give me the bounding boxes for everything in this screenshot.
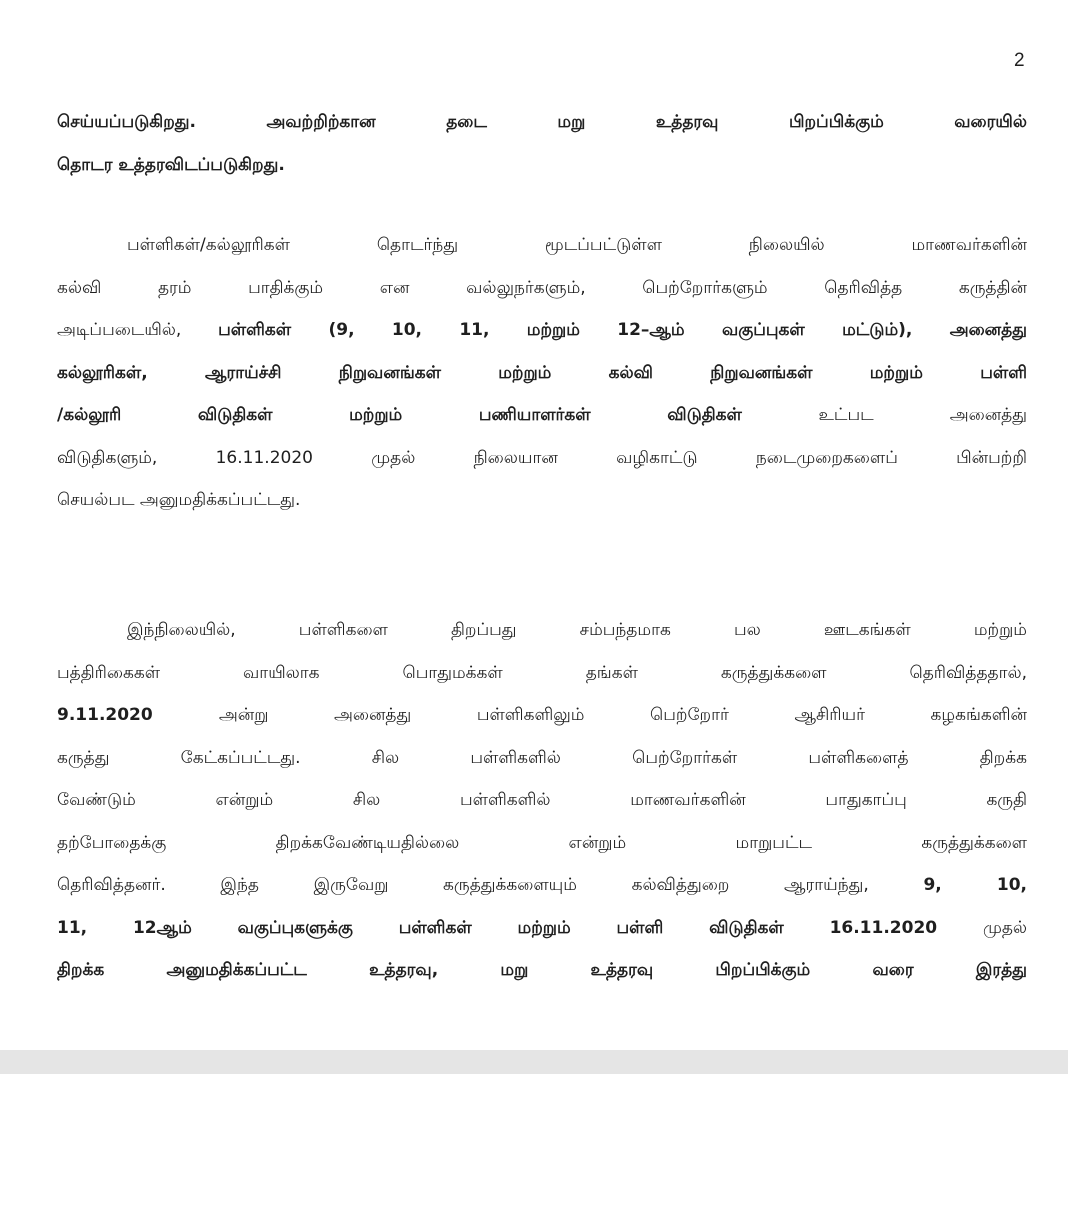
text-line <box>57 740 1027 776</box>
page-number: 2 <box>1014 50 1025 71</box>
text-run: விடுதிகளும், 16.11.2020 முதல் நிலையான வழிகாட்டு நடைமுறைகளைப் பின்பற்றி <box>57 447 1027 468</box>
bold-text-run: திறக்க அனுமதிக்கப்பட்ட உத்தரவு, மறு உத்தரவு பிறப்பிக்கும் வரை இரத்து <box>57 960 1027 980</box>
text-line <box>57 910 1027 946</box>
text-run: உட்பட அனைத்து <box>818 405 1027 425</box>
text-line <box>57 952 1027 988</box>
text-line <box>57 312 1027 348</box>
bold-text-run: 11, 12ஆம் வகுப்புகளுக்கு பள்ளிகள் மற்றும் பள்ளி விடுதிகள் 16.11.2020 <box>57 917 983 938</box>
text-run: கருத்து கேட்கப்பட்டது. சில பள்ளிகளில் பெற்றோர்கள் பள்ளிகளைத் திறக்க <box>57 747 1027 768</box>
text-run: பள்ளிகள்/கல்லூரிகள் தொடர்ந்து மூடப்பட்டுள்ள நிலையில் மாணவர்களின் <box>127 235 1027 255</box>
text-run: செயல்பட அனுமதிக்கப்பட்டது. <box>57 490 301 510</box>
text-line <box>57 397 1027 433</box>
bold-text-run: தொடர உத்தரவிடப்படுகிறது. <box>57 154 285 175</box>
text-run: தற்போதைக்கு திறக்கவேண்டியதில்லை என்றும் மாறுபட்ட கருத்துக்களை <box>57 832 1027 853</box>
text-line <box>57 270 1027 306</box>
text-line <box>57 825 1027 861</box>
text-line <box>57 867 1027 903</box>
text-run: வேண்டும் என்றும் சில பள்ளிகளில் மாணவர்களின் பாதுகாப்பு கருதி <box>57 790 1027 810</box>
text-run: பத்திரிகைகள் வாயிலாக பொதுமக்கள் தங்கள் கருத்துக்களை தெரிவித்ததால், <box>57 662 1027 683</box>
text-run: கல்வி தரம் பாதிக்கும் என வல்லுநர்களும், பெற்றோர்களும் தெரிவித்த கருத்தின் <box>57 277 1027 298</box>
text-line <box>57 355 1027 391</box>
text-line <box>57 655 1027 691</box>
text-line <box>57 782 1027 818</box>
text-line <box>57 697 1027 733</box>
bold-text-run: 9, 10, <box>923 875 1027 895</box>
text-line <box>57 440 1027 476</box>
bold-text-run: /கல்லூரி விடுதிகள் மற்றும் பணியாளர்கள் விடுதிகள் <box>57 405 819 425</box>
text-run: முதல் <box>982 917 1027 938</box>
text-line <box>127 612 1027 648</box>
bottom-scroll-bar <box>0 1050 1068 1074</box>
text-line <box>57 147 1027 183</box>
bold-text-run: கல்லூரிகள், ஆராய்ச்சி நிறுவனங்கள் மற்றும் கல்வி நிறுவனங்கள் மற்றும் பள்ளி <box>57 362 1027 383</box>
text-run: இந்நிலையில், பள்ளிகளை திறப்பது சம்பந்தமாக பல ஊடகங்கள் மற்றும் <box>127 620 1027 640</box>
bold-text-run: 9.11.2020 <box>57 705 219 725</box>
text-run: அடிப்படையில், <box>57 320 219 340</box>
text-line <box>57 482 1027 518</box>
text-line <box>57 104 1027 140</box>
text-run: தெரிவித்தனர். இந்த இருவேறு கருத்துக்களையும் கல்வித்துறை ஆராய்ந்து, <box>57 875 924 895</box>
text-run: அன்று அனைத்து பள்ளிகளிலும் பெற்றோர் ஆசிரியர் கழகங்களின் <box>218 705 1027 725</box>
bold-text-run: பள்ளிகள் (9, 10, 11, மற்றும் 12–ஆம் வகுப்புகள் மட்டும்), அனைத்து <box>218 320 1027 340</box>
text-line <box>127 227 1027 263</box>
bold-text-run: செய்யப்படுகிறது. அவற்றிற்கான தடை மறு உத்தரவு பிறப்பிக்கும் வரையில் <box>57 112 1027 132</box>
